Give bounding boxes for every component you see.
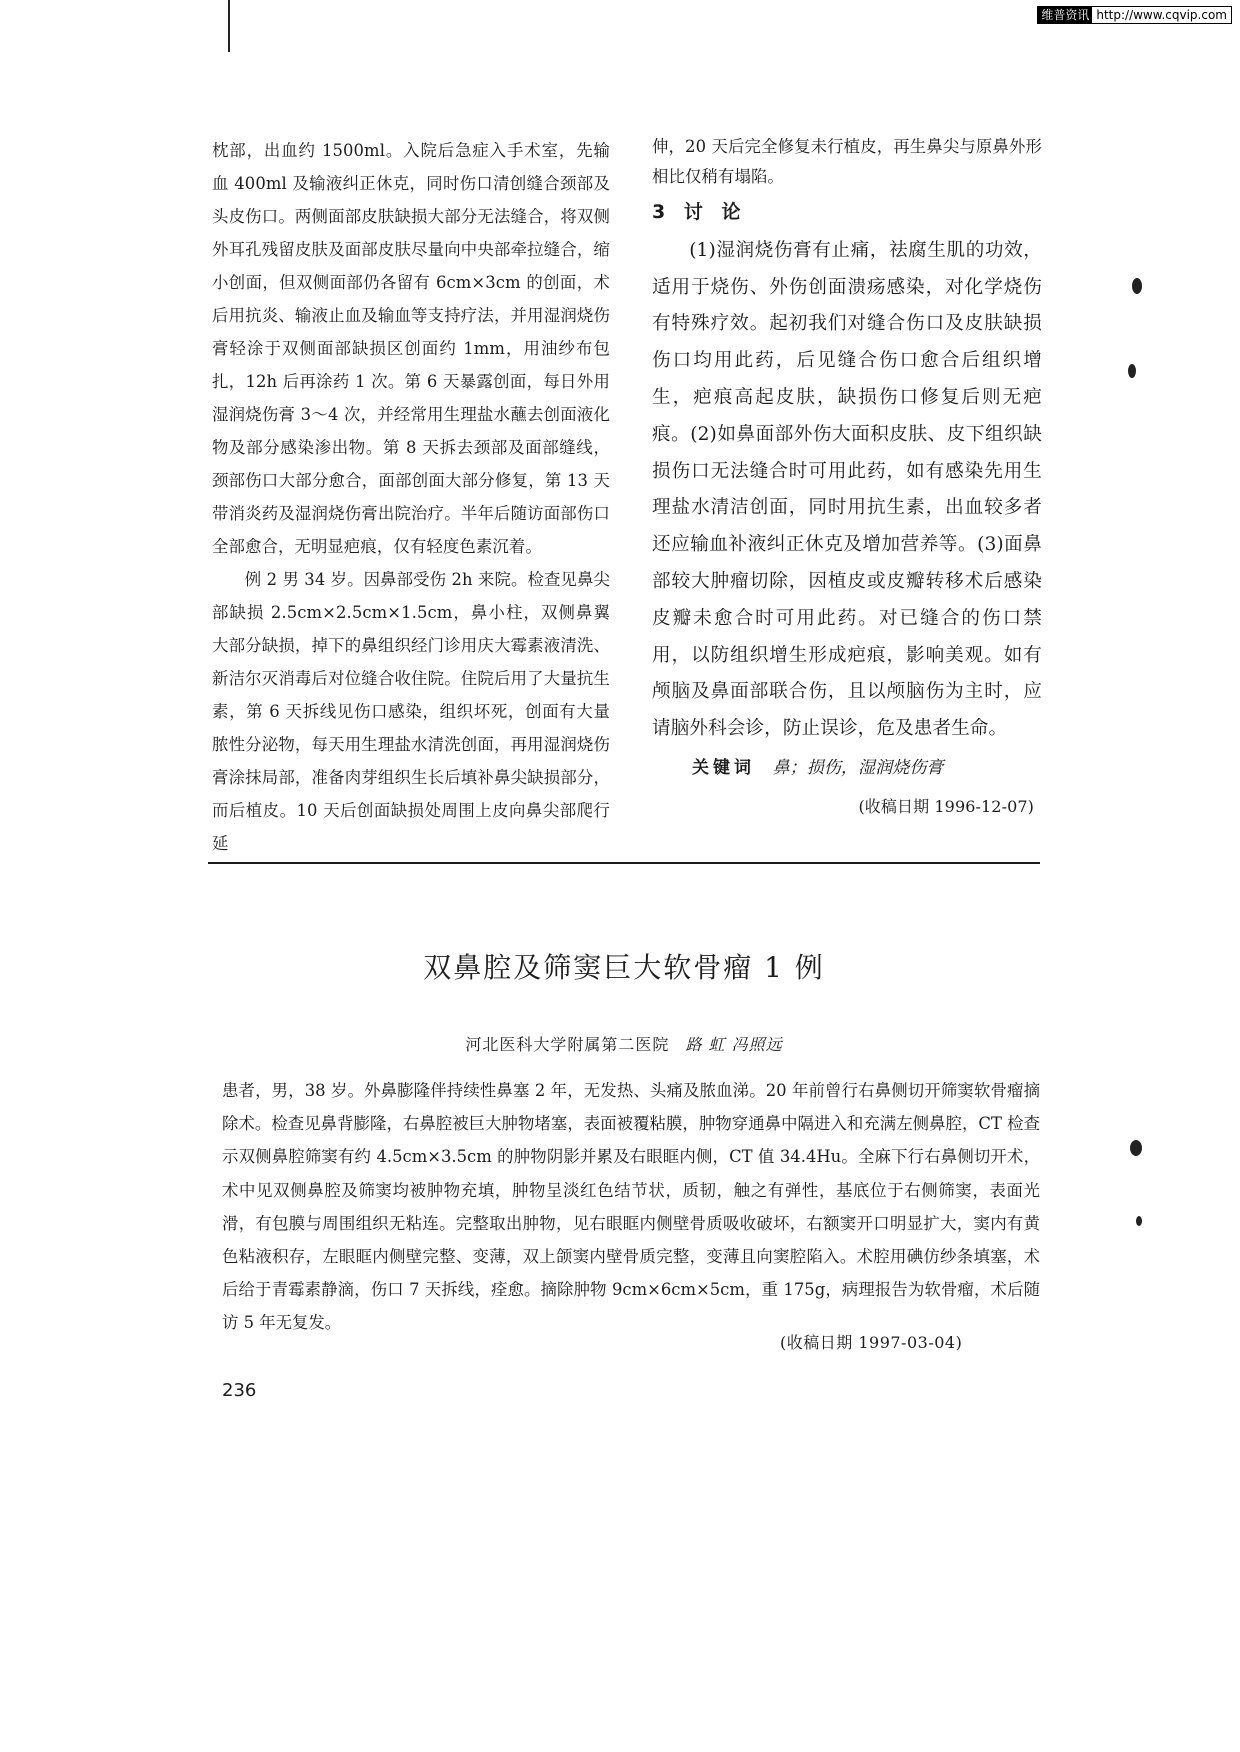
scan-speck — [1130, 1140, 1142, 1156]
article1-left-column — [212, 134, 610, 860]
article1-continuation: 伸，20 天后完全修复未行植皮，再生鼻尖与原鼻外形相比仅稍有塌陷。 — [652, 137, 1042, 186]
article-divider — [208, 862, 1040, 864]
article1-paragraph-1: 枕部，出血约 1500ml。入院后急症入手术室，先输血 400ml 及输液纠正休克，同时伤口清创缝合颈部及头皮伤口。两侧面部皮肤缺损大部分无法缝合，将双侧外耳孔残留皮肤及面部皮肤尽量向中央部牵拉缝合，缩小创面，但双侧面部仍各留有 6cm×3cm 的创面，术后用抗炎、输液止血及输血等支持疗法，并用湿润烧伤膏轻涂于双侧面部缺损区创面约 1mm，用油纱布包扎，12h 后再涂药 1 次。第 6 天暴露创面，每日外用湿润烧伤膏 3～4 次，并经常用生理盐水蘸去创面液化物及部分感染渗出物。第 8 天拆去颈部及面部缝线，颈部伤口大部分愈合，面部创面大部分修复，第 13 天带消炎药及湿润烧伤膏出院治疗。半年后随访面部伤口全部愈合，无明显疤痕，仅有轻度色素沉着。 — [212, 141, 610, 556]
scan-speck — [228, 0, 230, 52]
article2-affiliation: 河北医科大学附属第二医院 — [465, 1035, 670, 1054]
watermark-badge — [1037, 6, 1232, 24]
article2-paragraph: 患者，男，38 岁。外鼻膨隆伴持续性鼻塞 2 年，无发热、头痛及脓血涕。20 年前曾行右鼻侧切开筛窦软骨瘤摘除术。检查见鼻背膨隆，右鼻腔被巨大肿物堵塞，表面被覆粘膜，肿物穿通鼻中隔进入和充满左侧鼻腔，CT 检查示双侧鼻腔筛窦有约 4.5cm×3.5cm 的肿物阴影并累及右眼眶内侧，CT 值 34.4Hu。全麻下行右鼻侧切开术，术中见双侧鼻腔及筛窦均被肿物充填，肿物呈淡红色结节状，质韧，触之有弹性，基底位于右侧筛窦，表面光滑，有包膜与周围组织无粘连。完整取出肿物，见右眼眶内侧壁骨质吸收破坏，右额窦开口明显扩大，窦内有黄色粘液积存，左眼眶内侧壁完整、变薄，双上颌窦内壁骨质完整，变薄且向窦腔陷入。术腔用碘仿纱条填塞，术后给于青霉素静滴，伤口 7 天拆线，痊愈。摘除肿物 9cm×6cm×5cm，重 175g，病理报告为软骨瘤，术后随访 5 年无复发。 — [222, 1081, 1040, 1333]
keywords-value: 鼻；损伤，湿润烧伤膏 — [772, 757, 944, 778]
article1-paragraph-2: 例 2 男 34 岁。因鼻部受伤 2h 来院。检查见鼻尖部缺损 2.5cm×2.5cm×1.5cm，鼻小柱，双侧鼻翼大部分缺损，掉下的鼻组织经门诊用庆大霉素液清洗、新洁尔灭消毒后对位缝合收住院。住院后用了大量抗生素，第 6 天拆线见伤口感染，组织坏死，创面有大量脓性分泌物，每天用生理盐水清洗创面，再用湿润烧伤膏涂抹局部，准备肉芽组织生长后填补鼻尖缺损部分，而后植皮。10 天后创面缺损处周围上皮向鼻尖部爬行延 — [212, 570, 610, 853]
received-date-2: (收稿日期 1997-03-04) — [780, 1333, 963, 1352]
scan-speck — [1132, 278, 1142, 294]
keywords-line — [652, 750, 1042, 787]
scan-speck — [1136, 1216, 1142, 1226]
page-number: 236 — [222, 1380, 257, 1401]
article1-right-column — [652, 132, 1042, 826]
watermark-label: 维普资讯 — [1038, 7, 1092, 23]
article2-title: 双鼻腔及筛窦巨大软骨瘤 1 例 — [423, 951, 825, 984]
keywords-label: 关键词 — [692, 757, 755, 778]
section-heading-discussion: 3 讨 论 — [652, 201, 747, 223]
received-date-1: (收稿日期 1996-12-07) — [858, 796, 1034, 816]
scan-speck — [1128, 364, 1136, 378]
article2-byline — [208, 1032, 1040, 1055]
article2-authors: 路 虹 冯照远 — [685, 1035, 783, 1054]
article2-body — [222, 1074, 1040, 1340]
watermark-url: http://www.cqvip.com — [1092, 7, 1231, 23]
discussion-paragraph: (1)湿润烧伤膏有止痛，祛腐生肌的功效，适用于烧伤、外伤创面溃疡感染，对化学烧伤有特殊疗效。起初我们对缝合伤口及皮肤缺损伤口均用此药，后见缝合伤口愈合后组织增生，疤痕高起皮肤，缺损伤口修复后则无疤痕。(2)如鼻面部外伤大面积皮肤、皮下组织缺损伤口无法缝合时可用此药，如有感染先用生理盐水清洁创面，同时用抗生素，出血较多者还应输血补液纠正休克及增加营养等。(3)面鼻部较大肿瘤切除，因植皮或皮瓣转移术后感染皮瓣未愈合时可用此药。对已缝合的伤口禁用，以防组织增生形成疤痕，影响美观。如有颅脑及鼻面部联合伤，且以颅脑伤为主时，应请脑外科会诊，防止误诊，危及患者生命。 — [652, 239, 1042, 740]
